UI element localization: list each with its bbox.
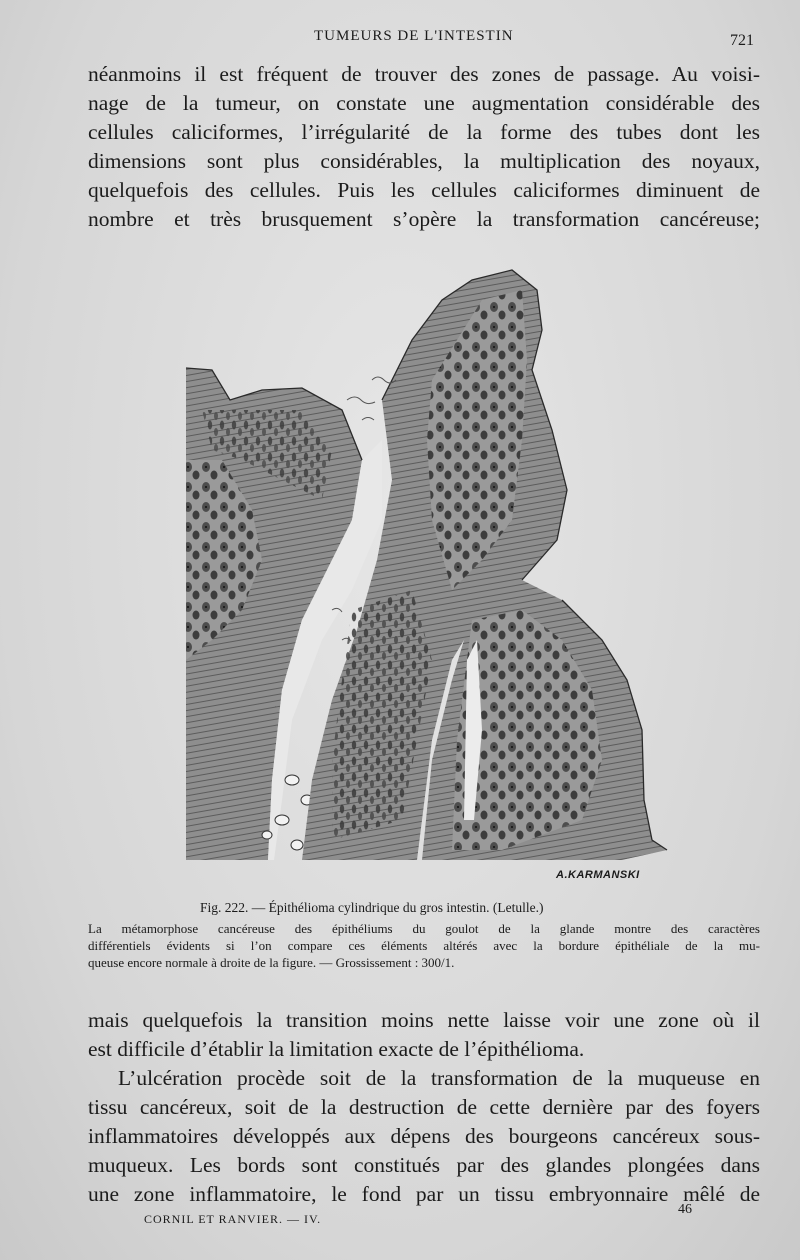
histology-figure [182,260,672,890]
text-line: inflammatoires développés aux dépens des bourgeons cancéreux sous- [88,1124,760,1148]
figure-caption-title: Fig. 222. — Épithélioma cylindrique du gros intestin. (Letulle.) [200,900,544,915]
text-line: tissu cancéreux, soit de la destruction de cette dernière par des foyers [88,1095,760,1119]
text-line: dimensions sont plus considérables, la multiplication des noyaux, [88,149,760,173]
text-line: mais quelquefois la transition moins nette laisse voir une zone où il [88,1008,760,1032]
figure-caption-body [88,920,760,971]
text-line: néanmoins il est fréquent de trouver des zones de passage. Au voisi- [88,62,760,86]
histology-illustration [182,260,672,890]
text-line: une zone inflammatoire, le fond par un tissu embryonnaire mêlé de [88,1182,760,1206]
text-line: muqueux. Les bords sont constitués par des glandes plongées dans [88,1153,760,1177]
caption-line: La métamorphose cancéreuse des épithéliums du goulot de la glande montre des caractères [88,921,760,936]
caption-line: différentiels évidents si l’on compare ces éléments altérés avec la bordure épithéliale de la mu- [88,938,760,953]
footer-sheet-number: 46 [678,1202,692,1217]
running-head [0,28,800,50]
text-line: est difficile d’établir la limitation exacte de l’épithélioma. [88,1037,585,1061]
text-line: L’ulcération procède soit de la transformation de la muqueuse en [118,1066,760,1090]
page-number: 721 [730,32,754,49]
text-line: cellules caliciformes, l’irrégularité de la forme des tubes dont les [88,120,760,144]
running-title: TUMEURS DE L'INTESTIN [314,28,514,44]
text-line: nage de la tumeur, on constate une augmentation considérable des [88,91,760,115]
caption-line: queuse encore normale à droite de la figure. — Grossissement : 300/1. [88,955,455,970]
text-line: nombre et très brusquement s’opère la transformation cancéreuse; [88,207,760,231]
text-line: quelquefois des cellules. Puis les cellules caliciformes diminuent de [88,178,760,202]
illustrator-signature: A.KARMANSKI [556,869,640,881]
paragraph-top [88,60,760,234]
footer-signature: CORNIL ET RANVIER. — IV. [144,1212,322,1226]
paragraph-bottom [88,1006,760,1209]
